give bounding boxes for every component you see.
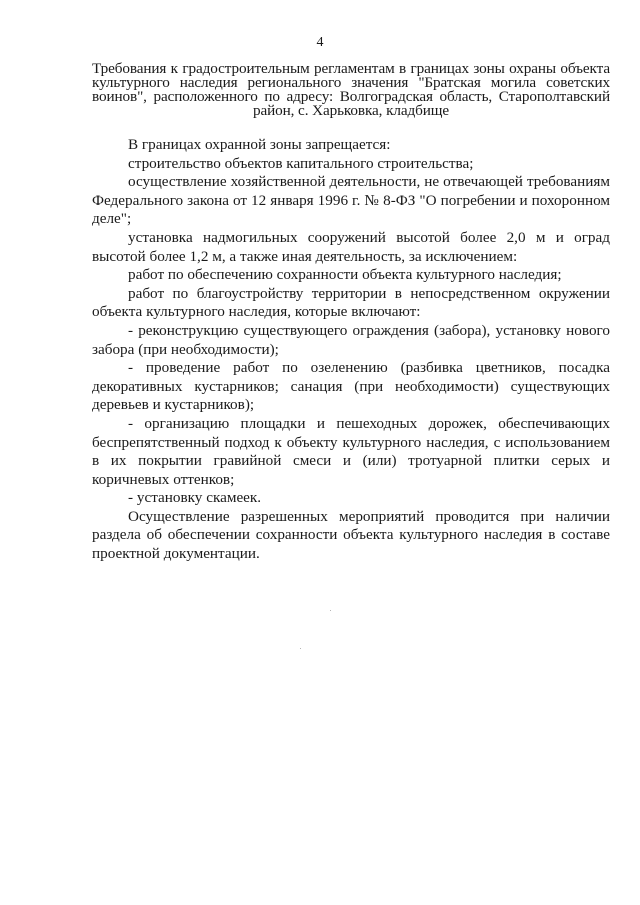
paragraph: В границах охранной зоны запрещается: — [128, 136, 391, 153]
paragraph: строительство объектов капитального строительства; — [128, 154, 474, 172]
scan-speck — [300, 648, 301, 649]
paragraph: работ по обеспечению сохранности объекта культурного наследия; — [128, 266, 562, 284]
document-body — [92, 136, 610, 564]
paragraph: - организацию площадки и пешеходных дорожек, обеспечивающих беспрепятственный подход к объекту культурного наследия, с использованием в их покрытии гравийной смеси и (или) тротуарной плитки серых и коричневых оттенков; — [92, 414, 610, 488]
page-number: 4 — [316, 35, 324, 50]
paragraph: осуществление хозяйственной деятельности, не отвечающей требованиям Федерального закона от 12 января 1996 г. № 8-ФЗ "О погребении и похоронном деле"; — [92, 173, 610, 228]
paragraph: - установку скамеек. — [128, 489, 262, 507]
scan-speck — [330, 610, 331, 611]
document-heading: Требования к градостроительным регламентам в границах зоны охраны объекта культурного наследия регионального значения "Братская могила советских воинов", расположенного по адресу: Волгоградская область, Старополтавский район, с. Харьковка, кладбище — [92, 60, 610, 119]
paragraph: - реконструкцию существующего ограждения (забора), установку нового забора (при необходимости); — [92, 321, 610, 358]
paragraph: Осуществление разрешенных мероприятий проводится при наличии раздела об обеспечении сохранности объекта культурного наследия в составе проектной документации. — [92, 507, 610, 563]
paragraph: работ по благоустройству территории в непосредственном окружении объекта культурного наследия, которые включают: — [92, 284, 610, 321]
paragraph: установка надмогильных сооружений высотой более 2,0 м и оград высотой более 1,2 м, а также иная деятельность, за исключением: — [92, 228, 610, 265]
paragraph: - проведение работ по озеленению (разбивка цветников, посадка декоративных кустарников; санация (при необходимости) существующих деревьев и кустарников); — [92, 359, 610, 414]
